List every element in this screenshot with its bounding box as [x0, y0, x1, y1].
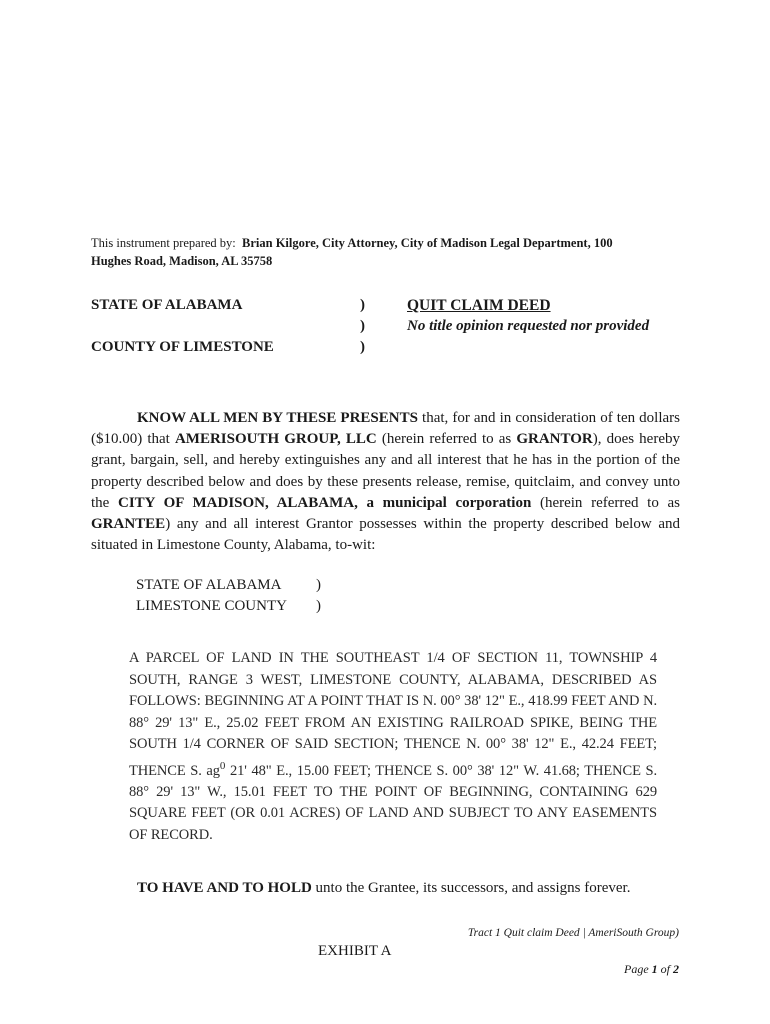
habendum-clause [137, 880, 630, 897]
habendum-text: unto the Grantee, its successors, and assigns forever. [311, 880, 631, 896]
deed-subtitle: No title opinion requested nor provided [407, 318, 650, 334]
habendum-bold: TO HAVE AND TO HOLD [137, 880, 312, 896]
body-text: that, for and in consideration of ten dollars ($10.00) that [91, 410, 680, 448]
page-total: 2 [673, 962, 679, 976]
preparer-line-2: Hughes Road, Madison, AL 35758 [91, 254, 273, 268]
legal-text: 21' 48" E., 15.00 FEET; THENCE S. 00° 38' 12" W. 41.68; THENCE S. 88° 29' 13" W., 15.01 FEET TO THE POINT OF BEGINNING, CONTAINING 629 SQUARE FEET (OR 0.01 ACRES) OF LAND AND SUBJECT TO ANY EASEMENTS OF RECORD. [129, 762, 657, 843]
grantee-label: GRANTEE [91, 516, 166, 533]
prepared-by-block [91, 234, 613, 270]
conveyance-paragraph [91, 408, 680, 556]
exhibit-label: EXHIBIT A [318, 943, 392, 959]
caption-paren: ) [360, 297, 365, 313]
grantee-name: CITY OF MADISON, ALABAMA, a municipal corporation [117, 494, 532, 511]
legal-description [129, 648, 657, 846]
page-prefix: Page [624, 962, 652, 976]
know-all-men: KNOW ALL MEN BY THESE PRESENTS [137, 410, 418, 426]
caption-state: STATE OF ALABAMA [91, 297, 243, 313]
preparer-line-1: Brian Kilgore, City Attorney, City of Madison Legal Department, 100 [242, 236, 613, 250]
caption-paren: ) [360, 339, 365, 355]
inner-caption-state: STATE OF ALABAMA [136, 577, 282, 593]
grantor-name: AMERISOUTH GROUP, LLC [174, 431, 377, 448]
inner-caption-paren: ) [316, 598, 321, 614]
body-text: (herein referred to as [531, 494, 680, 511]
grantor-label: GRANTOR [516, 431, 593, 448]
caption-paren: ) [360, 318, 365, 334]
tract-footer-note: Tract 1 Quit claim Deed | AmeriSouth Group) [467, 927, 679, 939]
body-text: (herein referred to as [376, 431, 517, 448]
page-number [624, 962, 679, 977]
page-current: 1 [651, 962, 658, 976]
caption-county: COUNTY OF LIMESTONE [91, 339, 274, 355]
legal-text: A PARCEL OF LAND IN THE SOUTHEAST 1/4 OF SECTION 11, TOWNSHIP 4 SOUTH, RANGE 3 WEST, LIMESTONE COUNTY, ALABAMA, DESCRIBED AS FOLLOWS: BEGINNING AT A POINT THAT IS N. 00° 38' 12" E., 418.99 FEET AND N. 88° 29' 13" E., 25.02 FEET FROM AN EXISTING RAILROAD SPIKE, BEING THE SOUTH 1/4 CORNER OF SAID SECTION; THENCE N. 00° 38' 12" E., 42.24 FEET; THENCE S. ag [129, 650, 657, 779]
deed-title: QUIT CLAIM DEED [407, 297, 551, 314]
inner-caption-paren: ) [316, 577, 321, 593]
page-of: of [657, 962, 673, 976]
body-text: ) any and all interest Grantor possesses within the property described below and situated in Limestone County, Alabama, to-wit: [91, 516, 680, 554]
legal-superscript: 0 [219, 759, 226, 772]
inner-caption-county: LIMESTONE COUNTY [136, 598, 287, 614]
body-text: ), does hereby grant, bargain, sell, and hereby extinguishes any and all interest that he has in the portion of the property described below and does by these presents release, remise, quitclaim, and convey unto the [91, 431, 680, 511]
prepared-by-label: This instrument prepared by: [91, 236, 236, 250]
